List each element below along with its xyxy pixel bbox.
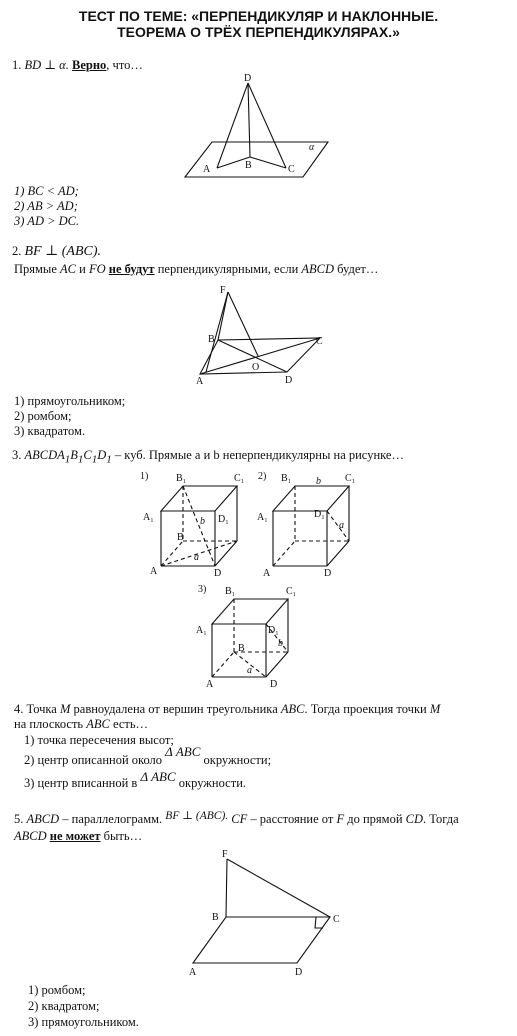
- q5-text-c: – расстояние от: [247, 812, 337, 826]
- q3-sub-4: 1: [106, 453, 112, 466]
- q2-label-f: F: [220, 285, 226, 296]
- q2-option-2: 2) ромбом;: [14, 409, 72, 423]
- q5-f: F: [336, 812, 345, 826]
- q5-right-angle-mark: [315, 917, 323, 928]
- q4-text-a: 4. Точка: [14, 702, 60, 716]
- q5-text-e: . Тогда: [423, 812, 459, 826]
- q1-number: 1.: [12, 58, 22, 72]
- q1-verno: Верно: [71, 58, 107, 72]
- q2-label-c: C: [316, 336, 323, 347]
- q2-label-b: B: [208, 334, 215, 345]
- q4-triangle-1: Δ ABC: [165, 744, 201, 759]
- q3-text: – куб. Прямые a и b неперпендикулярны на рисунке…: [111, 448, 404, 462]
- q5-text-f: быть…: [100, 829, 143, 843]
- q3-c3-label-a1: A₁: [196, 625, 207, 636]
- q2-text-a: Прямые: [14, 262, 61, 276]
- q4-triangle-2: Δ ABC: [140, 769, 176, 784]
- title-line-1: ТЕСТ ПО ТЕМЕ: «ПЕРПЕНДИКУЛЯР И НАКЛОННЫЕ.: [78, 8, 439, 24]
- q3-c1-number: 1): [140, 471, 149, 482]
- q3-c2-label-c1: C₁: [345, 473, 356, 484]
- q4-abc: ABC: [280, 702, 305, 716]
- q1-label-a: A: [203, 164, 211, 175]
- q3-c3-label-b: B: [238, 643, 245, 654]
- q5-ne-mozhet: не может: [49, 829, 101, 843]
- q2-condition: BF ⊥ (ABC).: [24, 244, 102, 259]
- q5-cd: CD: [405, 812, 424, 826]
- q2-number: 2.: [12, 244, 22, 258]
- q1-label-b: B: [245, 160, 252, 171]
- q3-cube-d: D: [97, 448, 107, 462]
- q5-text-d: до прямой: [344, 812, 406, 826]
- q3-sub-1: 1: [64, 453, 71, 466]
- q4-m2: M: [429, 702, 441, 716]
- q3-c3-label-d: D: [270, 679, 278, 690]
- q5-text-a: 5.: [14, 812, 27, 826]
- q5-abcd: ABCD: [26, 812, 60, 826]
- q3-c2-label-line-b: b: [316, 476, 321, 487]
- q4-text-d: на плоскость: [14, 717, 87, 731]
- q4-opt3-b: окружности.: [175, 776, 247, 790]
- q5-parallelogram: [193, 917, 330, 963]
- q5-condition: BF ⊥ (ABC).: [165, 810, 229, 822]
- q3-cube-c: C: [83, 448, 92, 462]
- q5-option-2: 2) квадратом;: [28, 999, 100, 1013]
- q3-c1-label-d: D: [214, 568, 222, 579]
- q1-option-1: 1) BC < AD;: [14, 184, 79, 198]
- q5-option-1: 1) ромбом;: [28, 983, 86, 997]
- q3-number: 3.: [12, 448, 22, 462]
- q5-label-b: B: [212, 912, 219, 923]
- q5-abcd2: ABCD: [14, 829, 47, 843]
- q2-option-3: 3) квадратом.: [14, 424, 86, 438]
- q5-segment-fc: [227, 859, 330, 917]
- q4-abc2: ABC: [86, 717, 110, 731]
- title-line-2: ТЕОРЕМА О ТРЁХ ПЕРПЕНДИКУЛЯРАХ.»: [117, 24, 400, 40]
- q2-and: и: [76, 262, 89, 276]
- q3-c2-label-line-a: a: [339, 520, 344, 531]
- q2-fo: FO: [88, 262, 106, 276]
- q1-option-3: 3) AD > DC.: [14, 214, 80, 228]
- q1-option-2: 2) AB > AD;: [14, 199, 78, 213]
- q4-opt2-b: окружности;: [200, 753, 272, 767]
- q2-ne-budut: не будут: [108, 262, 155, 276]
- q3-c1-label-b1: B₁: [176, 473, 187, 484]
- q3-c1-label-line-a: a: [194, 552, 199, 563]
- q4-opt3-a: 3) центр вписанной в: [24, 776, 141, 790]
- q2-label-d: D: [285, 375, 293, 386]
- q4-m: M: [59, 702, 71, 716]
- q3-c2-number: 2): [258, 471, 267, 482]
- q5-segment-fb: [226, 859, 227, 917]
- q2-label-o: O: [252, 362, 260, 373]
- q3-c3-label-line-b: b: [278, 638, 283, 649]
- q3-c3-label-d1: D₁: [268, 625, 279, 636]
- q5-text-b: – параллелограмм.: [59, 812, 166, 826]
- q3-c2-label-d: D: [324, 568, 332, 579]
- q3-c1-label-a1: A₁: [143, 512, 154, 523]
- q3-c2-label-a1: A₁: [257, 512, 268, 523]
- q3-c3-label-a: A: [206, 679, 214, 690]
- q2-option-1: 1) прямоугольником;: [14, 394, 126, 408]
- q5-label-f: F: [222, 849, 228, 860]
- q1-condition: BD ⊥ α.: [24, 58, 69, 72]
- q4-text-b: равноудалена от вершин треугольника: [70, 702, 281, 716]
- q5-cf: CF: [231, 812, 248, 826]
- q4-option-1: 1) точка пересечения высот;: [24, 733, 174, 747]
- q2-ac: AC: [60, 262, 76, 276]
- q3-c2-label-d1: D₁: [314, 509, 325, 520]
- q4-text-e: есть…: [109, 717, 149, 731]
- q5-label-a: A: [189, 967, 197, 978]
- q4-opt2-a: 2) центр описанной около: [24, 753, 166, 767]
- q3-c3-number: 3): [198, 584, 207, 595]
- q5-label-d: D: [295, 967, 303, 978]
- q3-c3-label-line-a: a: [247, 665, 252, 676]
- q3-c2-label-b1: B₁: [281, 473, 292, 484]
- q3-cube-name: ABCDA: [24, 448, 65, 462]
- q1-label-c: C: [288, 164, 295, 175]
- q3-sub-3: 1: [91, 453, 98, 466]
- q1-label-alpha: α: [309, 142, 315, 153]
- q3-c1-label-line-b: b: [200, 516, 205, 527]
- q3-c1-label-c1: C₁: [234, 473, 245, 484]
- q5-label-c: C: [333, 914, 340, 925]
- q2-label-a: A: [196, 376, 204, 387]
- q3-cube-b: B: [70, 448, 78, 462]
- q3-c1-label-d1: D₁: [218, 514, 229, 525]
- q3-c2-label-a: A: [263, 568, 271, 579]
- q5-option-3: 3) прямоугольником.: [28, 1015, 139, 1029]
- q3-c3-label-c1: C₁: [286, 586, 297, 597]
- q2-abcd: ABCD: [301, 262, 335, 276]
- q3-c1-label-a: A: [150, 566, 158, 577]
- q2-text-c: будет…: [334, 262, 379, 276]
- q1-label-d: D: [244, 73, 252, 84]
- q2-text-b: перпендикулярными, если: [154, 262, 302, 276]
- q3-c1-label-b: B: [177, 532, 184, 543]
- q4-text-c: . Тогда проекция точки: [304, 702, 430, 716]
- q1-rest: , что…: [106, 58, 143, 72]
- q3-sub-2: 1: [77, 453, 84, 466]
- q3-c3-label-b1: B₁: [225, 586, 236, 597]
